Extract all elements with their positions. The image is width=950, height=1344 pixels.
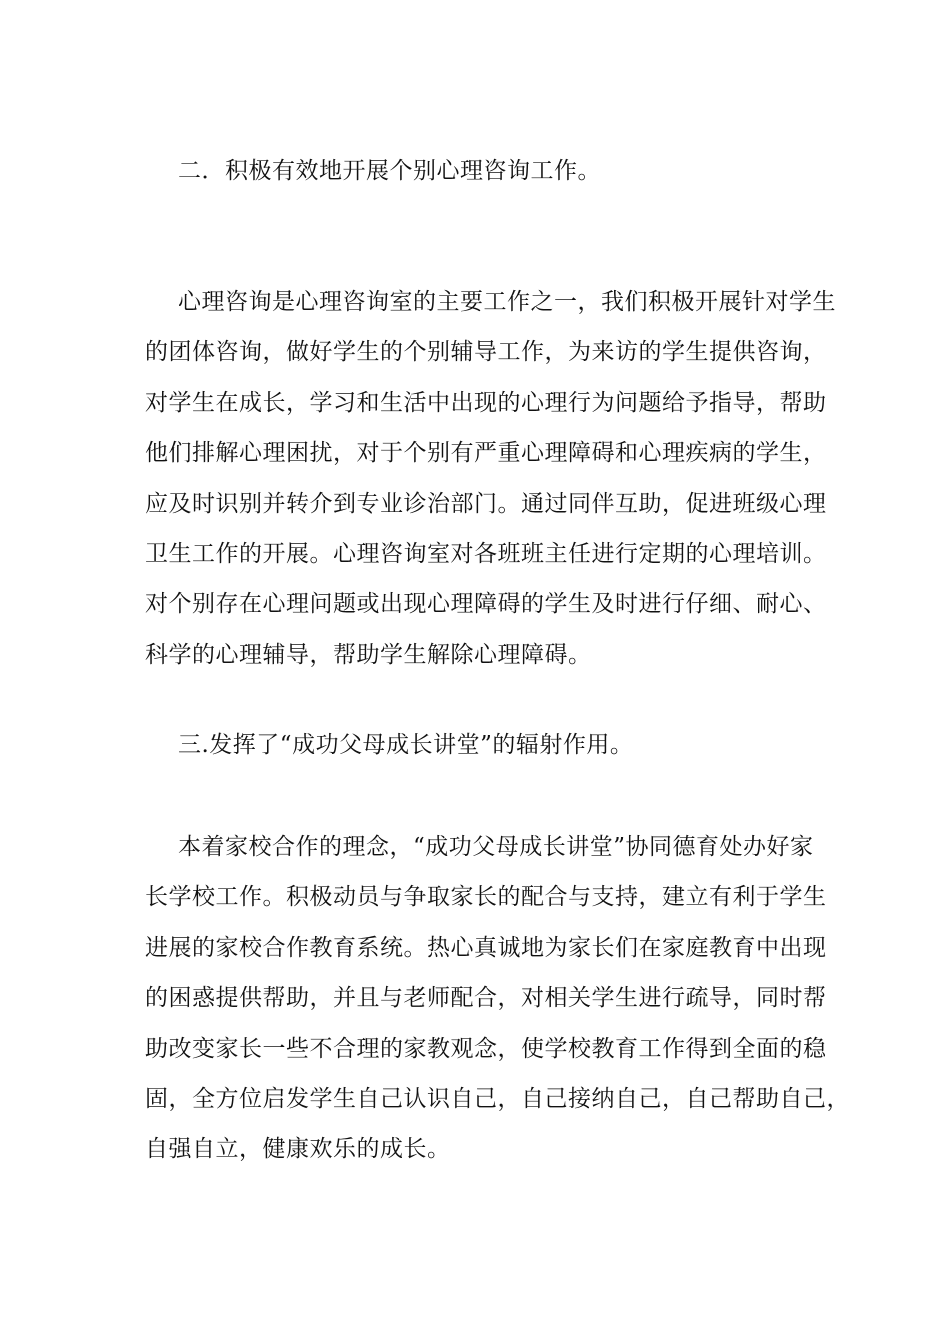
paragraph-counseling	[145, 277, 835, 680]
paragraph-line: 他们排解心理困扰，对于个别有严重心理障碍和心理疾病的学生，	[145, 440, 827, 467]
paragraph-line: 固，全方位启发学生自己认识自己，自己接纳自己，自己帮助自己，	[145, 1085, 850, 1112]
paragraph-line: 进展的家校合作教育系统。热心真诚地为家长们在家庭教育中出现	[145, 934, 827, 961]
paragraph-parents-lecture	[145, 822, 850, 1175]
paragraph-line: 对个别存在心理问题或出现心理障碍的学生及时进行仔细、耐心、	[145, 591, 827, 618]
paragraph-line: 自强自立，健康欢乐的成长。	[145, 1136, 451, 1163]
paragraph-line: 心理咨询是心理咨询室的主要工作之一，我们积极开展针对学生	[178, 289, 836, 315]
paragraph-line: 的团体咨询，做好学生的个别辅导工作，为来访的学生提供咨询，	[145, 339, 827, 366]
paragraph-line: 对学生在成长，学习和生活中出现的心理行为问题给予指导，帮助	[145, 389, 827, 416]
paragraph-line: 的困惑提供帮助，并且与老师配合，对相关学生进行疏导，同时帮	[145, 985, 827, 1012]
paragraph-line: 长学校工作。积极动员与争取家长的配合与支持，建立有利于学生	[145, 884, 827, 911]
heading-text: 二．积极有效地开展个别心理咨询工作。	[178, 158, 601, 184]
paragraph-line: 助改变家长一些不合理的家教观念，使学校教育工作得到全面的稳	[145, 1035, 827, 1062]
section-heading-2	[145, 146, 835, 196]
heading-text: 三.发挥了“成功父母成长讲堂”的辐射作用。	[178, 732, 634, 758]
paragraph-line: 科学的心理辅导，帮助学生解除心理障碍。	[145, 641, 592, 668]
paragraph-line: 卫生工作的开展。心理咨询室对各班班主任进行定期的心理培训。	[145, 540, 827, 567]
section-heading-3	[145, 720, 835, 770]
paragraph-line: 本着家校合作的理念，“成功父母成长讲堂”协同德育处办好家	[178, 834, 814, 860]
paragraph-line: 应及时识别并转介到专业诊治部门。通过同伴互助，促进班级心理	[145, 490, 827, 517]
